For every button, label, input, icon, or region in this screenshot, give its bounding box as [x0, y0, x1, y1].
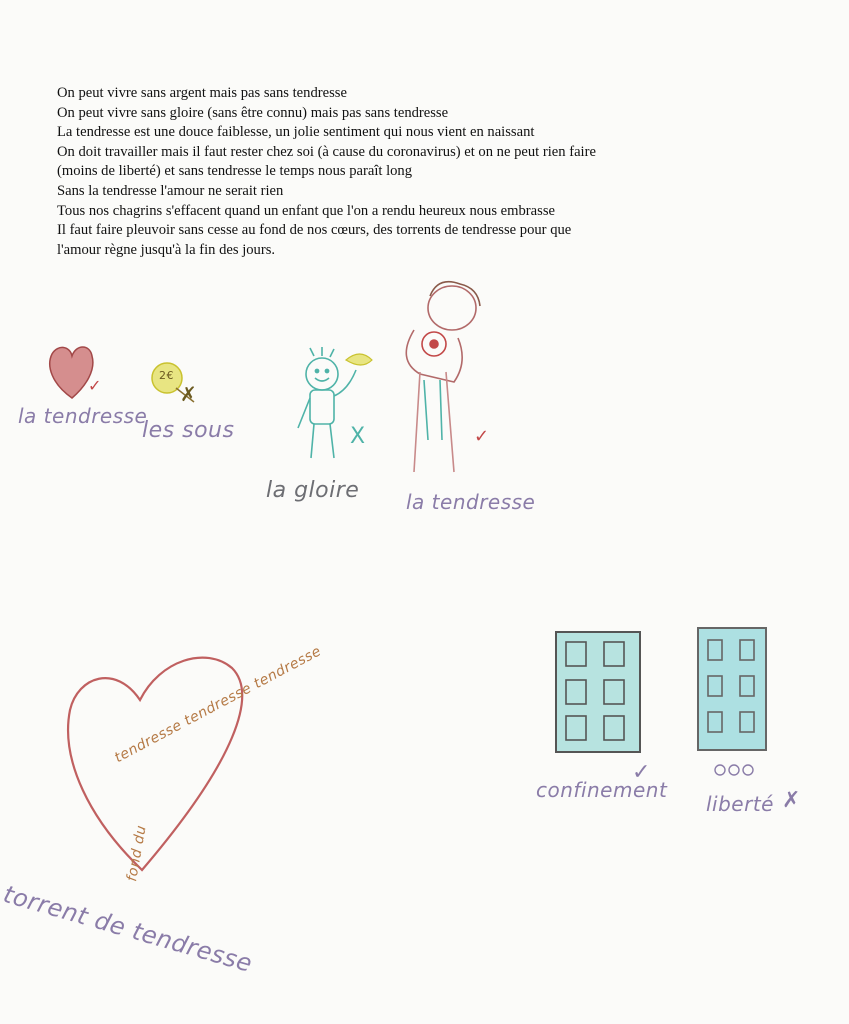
poem-line: l'amour règne jusqu'à la fin des jours. — [57, 241, 276, 258]
glory-figure-drawing — [298, 347, 356, 458]
poem-line: (moins de liberté) et sans tendresse le temps nous paraît long — [57, 163, 413, 180]
big-heart-drawing — [68, 658, 242, 870]
caption-les-sous: les sous — [142, 418, 235, 443]
check-mark-3: ✓ — [632, 760, 651, 785]
caption-confinement: confinement — [536, 778, 668, 802]
caption-liberte: liberté — [706, 792, 774, 816]
check-mark-1: ✓ — [88, 376, 102, 395]
x-mark-glory: X — [350, 424, 366, 449]
poem-line: La tendresse est une douce faiblesse, un jolie sentiment qui nous vient en naissant — [57, 124, 535, 141]
caption-torrent-de-tendresse: torrent de tendresse — [0, 880, 256, 978]
check-mark-2: ✓ — [474, 426, 490, 447]
poem-line: Tous nos chagrins s'effacent quand un enfant que l'on a rendu heureux nous embrasse — [57, 202, 555, 219]
liberty-building-drawing — [698, 628, 766, 775]
heart-inside-text: tendresse tendresse tendresse — [112, 643, 325, 767]
caption-la-gloire: la gloire — [266, 478, 360, 503]
small-heart-drawing — [50, 347, 93, 398]
confinement-building-drawing — [556, 632, 640, 752]
cross-mark-2: ✗ — [782, 788, 801, 813]
poem-line: On peut vivre sans gloire (sans être connu) mais pas sans tendresse — [57, 104, 449, 121]
hug-drawing — [406, 282, 480, 472]
caption-tendresse-1: la tendresse — [18, 404, 148, 428]
poem-line: On doit travailler mais il faut rester chez soi (à cause du coronavirus) et on ne peut rien faire — [57, 143, 596, 160]
poem-line: Il faut faire pleuvoir sans cesse au fond de nos cœurs, des torrents de tendresse pour que — [57, 222, 572, 239]
poem-line: On peut vivre sans argent mais pas sans tendresse — [57, 85, 347, 101]
caption-tendresse-2: la tendresse — [406, 490, 536, 514]
cross-mark-1: ✗ — [180, 382, 197, 406]
heart-fond-text: fond du — [124, 823, 150, 883]
coin-label: 2€ — [159, 369, 174, 382]
poem-line: Sans la tendresse l'amour ne serait rien — [57, 182, 284, 199]
